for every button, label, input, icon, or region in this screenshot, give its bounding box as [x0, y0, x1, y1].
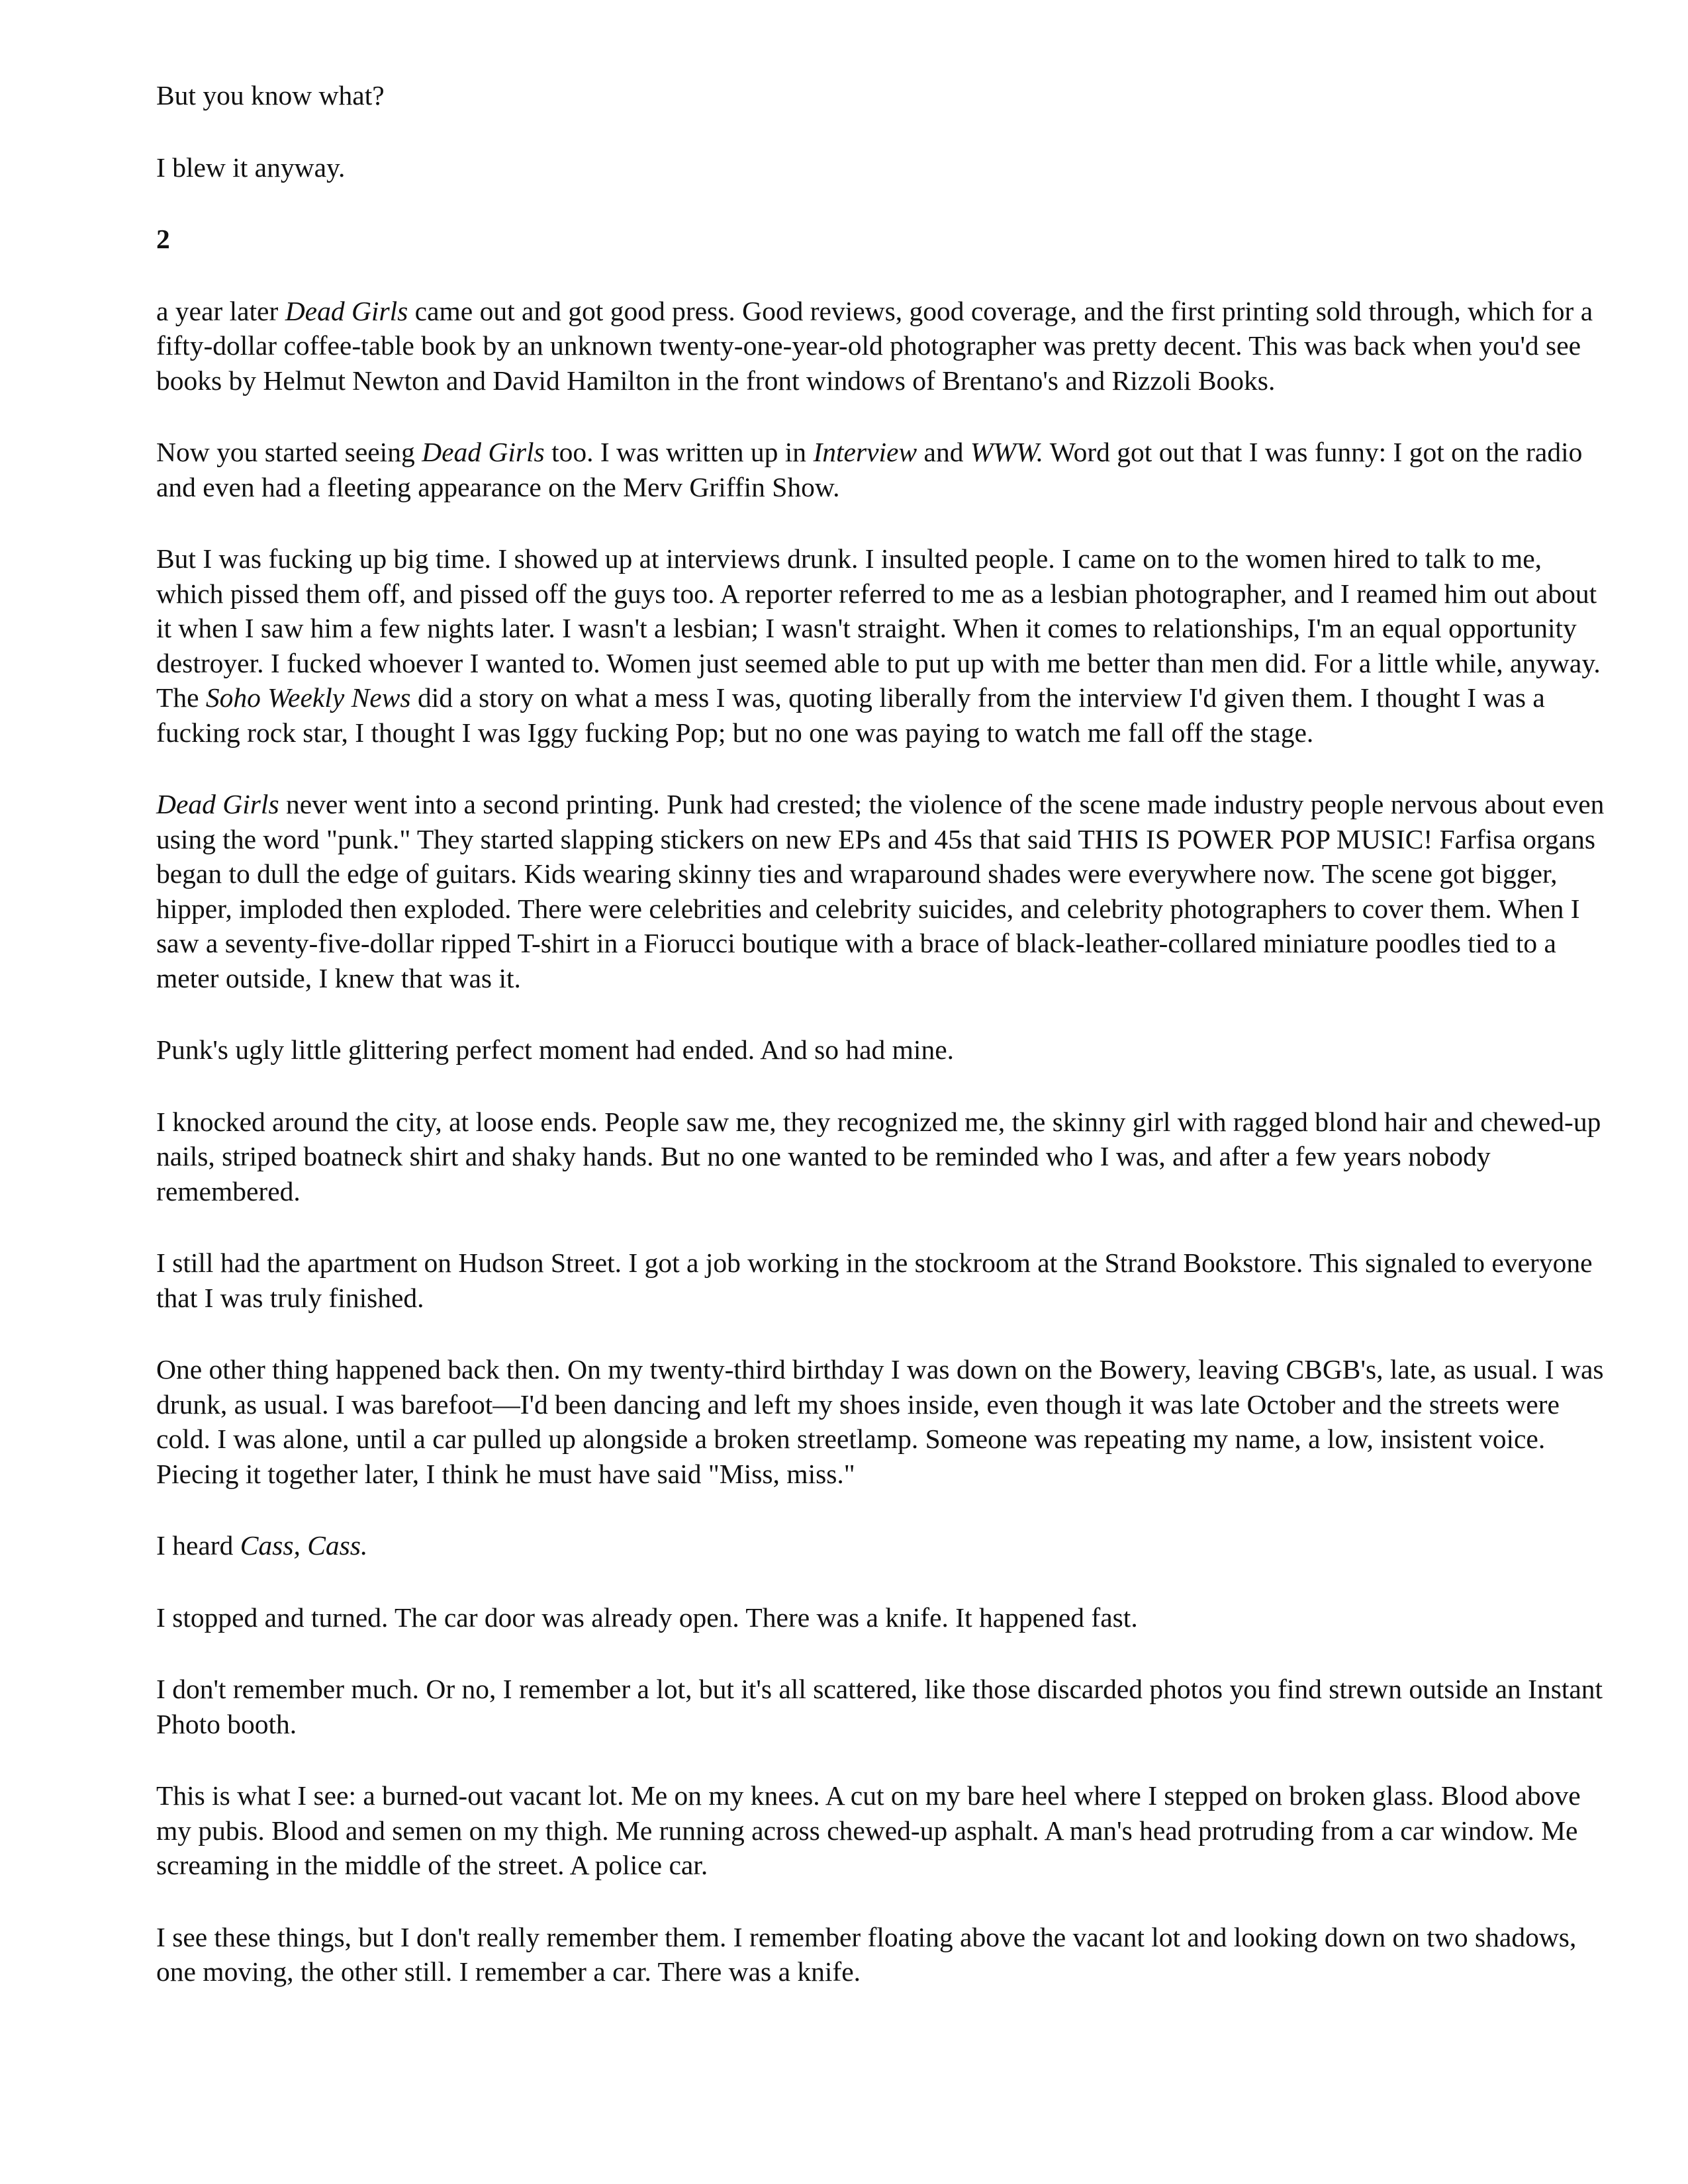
- text-run: Word got out that I was funny: I got on the radio and even had a fleeting appearance on the Merv Griffin Show.: [156, 437, 1583, 502]
- italic-text: Dead Girls: [285, 295, 408, 326]
- text-run: I stopped and turned. The car door was already open. There was a knife. It happened fast.: [156, 1602, 1138, 1633]
- paragraph: [156, 1528, 1613, 1563]
- text-run: Punk's ugly little glittering perfect moment had ended. And so had mine.: [156, 1034, 954, 1065]
- text-run: I blew it anyway.: [156, 152, 346, 183]
- text-run: Now you started seeing: [156, 437, 422, 467]
- paragraph: [156, 1600, 1613, 1635]
- paragraph: [156, 435, 1613, 504]
- paragraph: [156, 1672, 1613, 1741]
- paragraph: [156, 1920, 1613, 1989]
- text-run: and: [917, 437, 970, 467]
- italic-text: Soho Weekly News: [205, 682, 411, 713]
- paragraph: [156, 294, 1613, 398]
- text-run: I see these things, but I don't really remember them. I remember floating above the vacant lot and looking down on two shadows, one moving, the other still. I remember a car. There was a knife.: [156, 1921, 1577, 1987]
- chapter-number: [156, 222, 1613, 257]
- text-run: came out and got good press. Good reviews, good coverage, and the first printing sold through, which for a fifty-dollar coffee-table book by an unknown twenty-one-year-old photographer was pretty decent. This was back when you'd see books by Helmut Newton and David Hamilton in the front windows of Brentano's and Rizzoli Books.: [156, 295, 1593, 396]
- text-run: One other thing happened back then. On my twenty-third birthday I was down on the Bowery, leaving CBGB's, late, as usual. I was drunk, as usual. I was barefoot—I'd been dancing and left my shoes inside, even though it was late October and the streets were cold. I was alone, until a car pulled up alongside a broken streetlamp. Someone was repeating my name, a low, insistent voice. Piecing it together later, I think he must have said "Miss, miss.": [156, 1354, 1604, 1489]
- italic-text: Dead Girls: [422, 437, 545, 467]
- italic-text: WWW.: [970, 437, 1044, 467]
- paragraph: [156, 150, 1613, 185]
- paragraph: [156, 541, 1613, 750]
- paragraph: [156, 787, 1613, 995]
- text-run: I don't remember much. Or no, I remember a lot, but it's all scattered, like those discarded photos you find strewn outside an Instant Photo booth.: [156, 1674, 1603, 1739]
- text-run: I heard: [156, 1530, 240, 1561]
- paragraph: [156, 1778, 1613, 1883]
- paragraph: [156, 1032, 1613, 1068]
- text-run: 2: [156, 224, 170, 254]
- text-run: did a story on what a mess I was, quoting liberally from the interview I'd given them. I thought I was a fucking rock star, I thought I was Iggy fucking Pop; but no one was paying to watch me fall off the stage.: [156, 682, 1545, 748]
- text-run: But you know what?: [156, 80, 385, 111]
- text-run: a year later: [156, 295, 285, 326]
- italic-text: Interview: [813, 437, 917, 467]
- paragraph: [156, 1246, 1613, 1315]
- text-run: But I was fucking up big time. I showed up at interviews drunk. I insulted people. I came on to the women hired to talk to me, which pissed them off, and pissed off the guys too. A reporter referred to me as a lesbian photographer, and I reamed him out about it when I saw him a few nights later. I wasn't a lesbian; I wasn't straight. When it comes to relationships, I'm an equal opportunity destroyer. I fucked whoever I wanted to. Women just seemed able to put up with me better than men did. For a little while, anyway. The: [156, 543, 1601, 713]
- text-run: I knocked around the city, at loose ends. People saw me, they recognized me, the skinny girl with ragged blond hair and chewed-up nails, striped boatneck shirt and shaky hands. But no one wanted to be reminded who I was, and after a few years nobody remembered.: [156, 1106, 1601, 1206]
- text-run: too. I was written up in: [544, 437, 814, 467]
- text-run: never went into a second printing. Punk had crested; the violence of the scene made industry people nervous about even using the word "punk." They started slapping stickers on new EPs and 45s that said THIS IS POWER POP MUSIC! Farfisa organs began to dull the edge of guitars. Kids wearing skinny ties and wraparound shades were everywhere now. The scene got bigger, hipper, imploded then exploded. There were celebrities and celebrity suicides, and celebrity photographers to cover them. When I saw a seventy-five-dollar ripped T-shirt in a Fiorucci boutique with a brace of black-leather-collared miniature poodles tied to a meter outside, I knew that was it.: [156, 789, 1605, 993]
- text-run: I still had the apartment on Hudson Street. I got a job working in the stockroom at the Strand Bookstore. This signaled to everyone that I was truly finished.: [156, 1248, 1593, 1313]
- text-body: [156, 78, 1613, 2026]
- text-run: This is what I see: a burned-out vacant lot. Me on my knees. A cut on my bare heel where I stepped on broken glass. Blood above my pubis. Blood and semen on my thigh. Me running across chewed-up asphalt. A man's head protruding from a car window. Me screaming in the middle of the street. A police car.: [156, 1780, 1581, 1880]
- paragraph: [156, 1105, 1613, 1209]
- paragraph: [156, 1352, 1613, 1491]
- paragraph: [156, 78, 1613, 113]
- italic-text: Dead Girls: [156, 789, 279, 819]
- italic-text: Cass, Cass.: [240, 1530, 368, 1561]
